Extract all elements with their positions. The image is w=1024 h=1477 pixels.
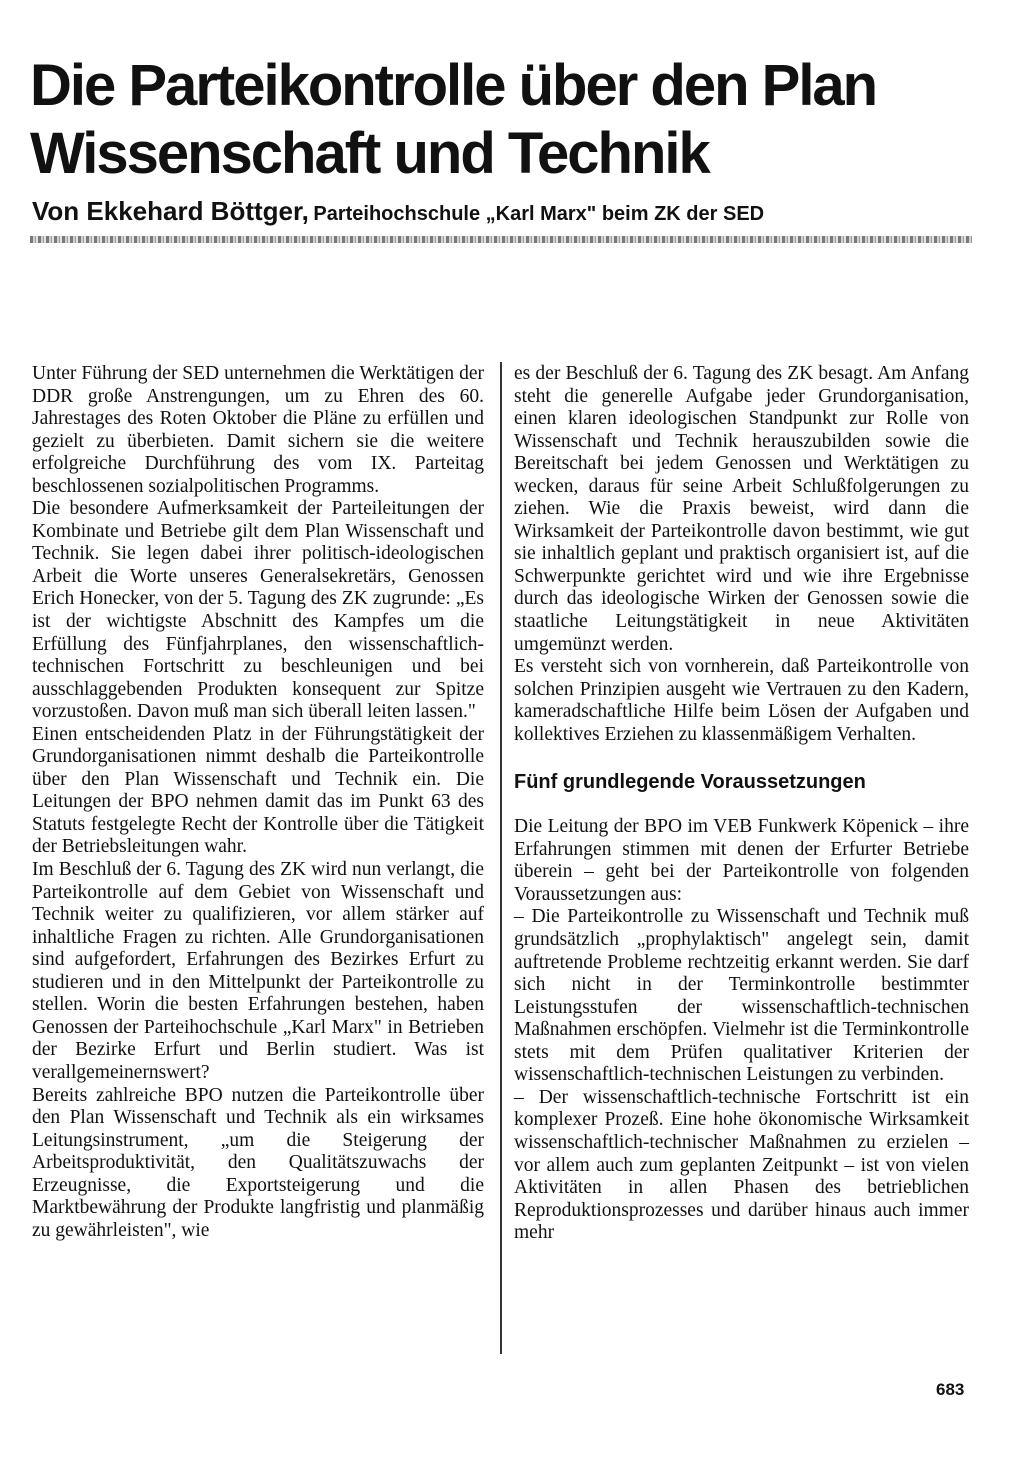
- left-column: [32, 363, 484, 1242]
- paragraph: Unter Führung der SED unternehmen die Werktätigen der DDR große Anstrengungen, um zu Ehren des 60. Jahrestages des Roten Oktober die Pläne zu erfüllen und gezielt zu überbieten. Damit sichern sie die weitere erfolgreiche Durchführung des vom IX. Parteitag beschlossenen sozialpolitischen Programms.: [32, 363, 484, 497]
- byline-author: Von Ekkehard Böttger,: [32, 196, 309, 226]
- paragraph: es der Beschluß der 6. Tagung des ZK besagt. Am Anfang steht die generelle Aufgabe jeder Grundorganisation, einen klaren ideologischen Standpunkt zur Rolle von Wissenschaft und Technik herauszubilden sowie die Bereitschaft bei jedem Genossen und Werktätigen zu wecken, daraus für seine Arbeit Schlußfolgerungen zu ziehen. Wie die Praxis beweist, wird dann die Wirksamkeit der Parteikontrolle davon bestimmt, wie gut sie inhaltlich geplant und praktisch organisiert ist, auf die Schwerpunkte gerichtet wird und wie ihre Ergebnisse durch das ideologische Wirken der Genossen sowie die staatliche Leitungstätigkeit in neue Aktivitäten umgemünzt werden.: [514, 363, 969, 655]
- paragraph: Einen entscheidenden Platz in der Führungstätigkeit der Grundorganisationen nimmt deshalb die Parteikontrolle über den Plan Wissenschaft und Technik ein. Die Leitungen der BPO nehmen damit das im Punkt 63 des Statuts festgelegte Recht der Kontrolle über die Tätigkeit der Betriebsleitungen wahr.: [32, 723, 484, 858]
- section-subheading: Fünf grundlegende Voraussetzungen: [514, 771, 866, 794]
- column-divider: [500, 362, 502, 1354]
- header-rule: [30, 236, 972, 243]
- byline: [32, 196, 992, 227]
- paragraph: Die besondere Aufmerksamkeit der Parteileitungen der Kombinate und Betriebe gilt dem Plan Wissenschaft und Technik. Sie legen dabei ihrer politisch-ideologischen Arbeit die Worte unseres Generalsekretärs, Genossen Erich Honecker, von der 5. Tagung des ZK zugrunde: „Es ist der wichtigste Abschnitt des Kampfes um die Erfüllung des Fünfjahrplanes, den wissenschaftlich-technischen Fortschritt zu beschleunigen und bei ausschlaggebenden Produkten konsequent zur Spitze vorzustoßen. Davon muß man sich überall leiten lassen.": [32, 498, 484, 723]
- paragraph: Es versteht sich von vornherein, daß Parteikontrolle von solchen Prinzipien ausgeht wie Vertrauen zu den Kadern, kameradschaftliche Hilfe beim Lösen der Aufgaben und kollektives Erziehen zu klassenmäßigem Verhalten.: [514, 656, 969, 745]
- article-title: Die Parteikontrolle über den Plan Wissenschaft und Technik: [30, 53, 877, 186]
- paragraph: Die Leitung der BPO im VEB Funkwerk Köpenick – ihre Erfahrungen stimmen mit denen der Erfurter Betriebe überein – geht bei der Parteikontrolle von folgenden Voraussetzungen aus:: [514, 816, 969, 905]
- paragraph: Im Beschluß der 6. Tagung des ZK wird nun verlangt, die Parteikontrolle auf dem Gebiet von Wissenschaft und Technik weiter zu qualifizieren, vor allem stärker auf inhaltliche Fragen zu richten. Alle Grundorganisationen sind aufgefordert, Erfahrungen des Bezirkes Erfurt zu studieren und in den Mittelpunkt der Parteikontrolle zu stellen. Worin die besten Erfahrungen bestehen, haben Genossen der Parteihochschule „Karl Marx" in Betrieben der Bezirke Erfurt und Berlin studiert. Was ist verallgemeinernswert?: [32, 859, 484, 1083]
- paragraph: Bereits zahlreiche BPO nutzen die Parteikontrolle über den Plan Wissenschaft und Technik als ein wirksames Leitungsinstrument, „um die Steigerung der Arbeitsproduktivität, den Qualitätszuwachs der Erzeugnisse, die Exportsteigerung und die Marktbewährung der Produkte langfristig und planmäßig zu gewährleisten", wie: [32, 1084, 484, 1241]
- paragraph: – Der wissenschaftlich-technische Fortschritt ist ein komplexer Prozeß. Eine hohe ökonomische Wirksamkeit wissenschaftlich-technischer Maßnahmen zu erzielen – vor allem auch zum geplanten Zeitpunkt – ist von vielen Aktivitäten in allen Phasen des betrieblichen Reproduktionsprozesses und darüber hinaus auch immer mehr: [514, 1086, 969, 1244]
- paragraph: – Die Parteikontrolle zu Wissenschaft und Technik muß grundsätzlich „prophylaktisch" angelegt sein, damit auftretende Probleme rechtzeitig erkannt werden. Sie darf sich nicht in der Terminkontrolle bestimmter Leistungsstufen der wissenschaftlich-technischen Maßnahmen erschöpfen. Vielmehr ist die Terminkontrolle stets mit dem Prüfen qualitativer Kriterien der wissenschaftlich-technischen Leistungen zu verbinden.: [514, 906, 969, 1086]
- byline-affiliation: Parteihochschule „Karl Marx" beim ZK der SED: [313, 203, 765, 225]
- right-column: [514, 363, 969, 1245]
- page-number: 683: [936, 1380, 965, 1399]
